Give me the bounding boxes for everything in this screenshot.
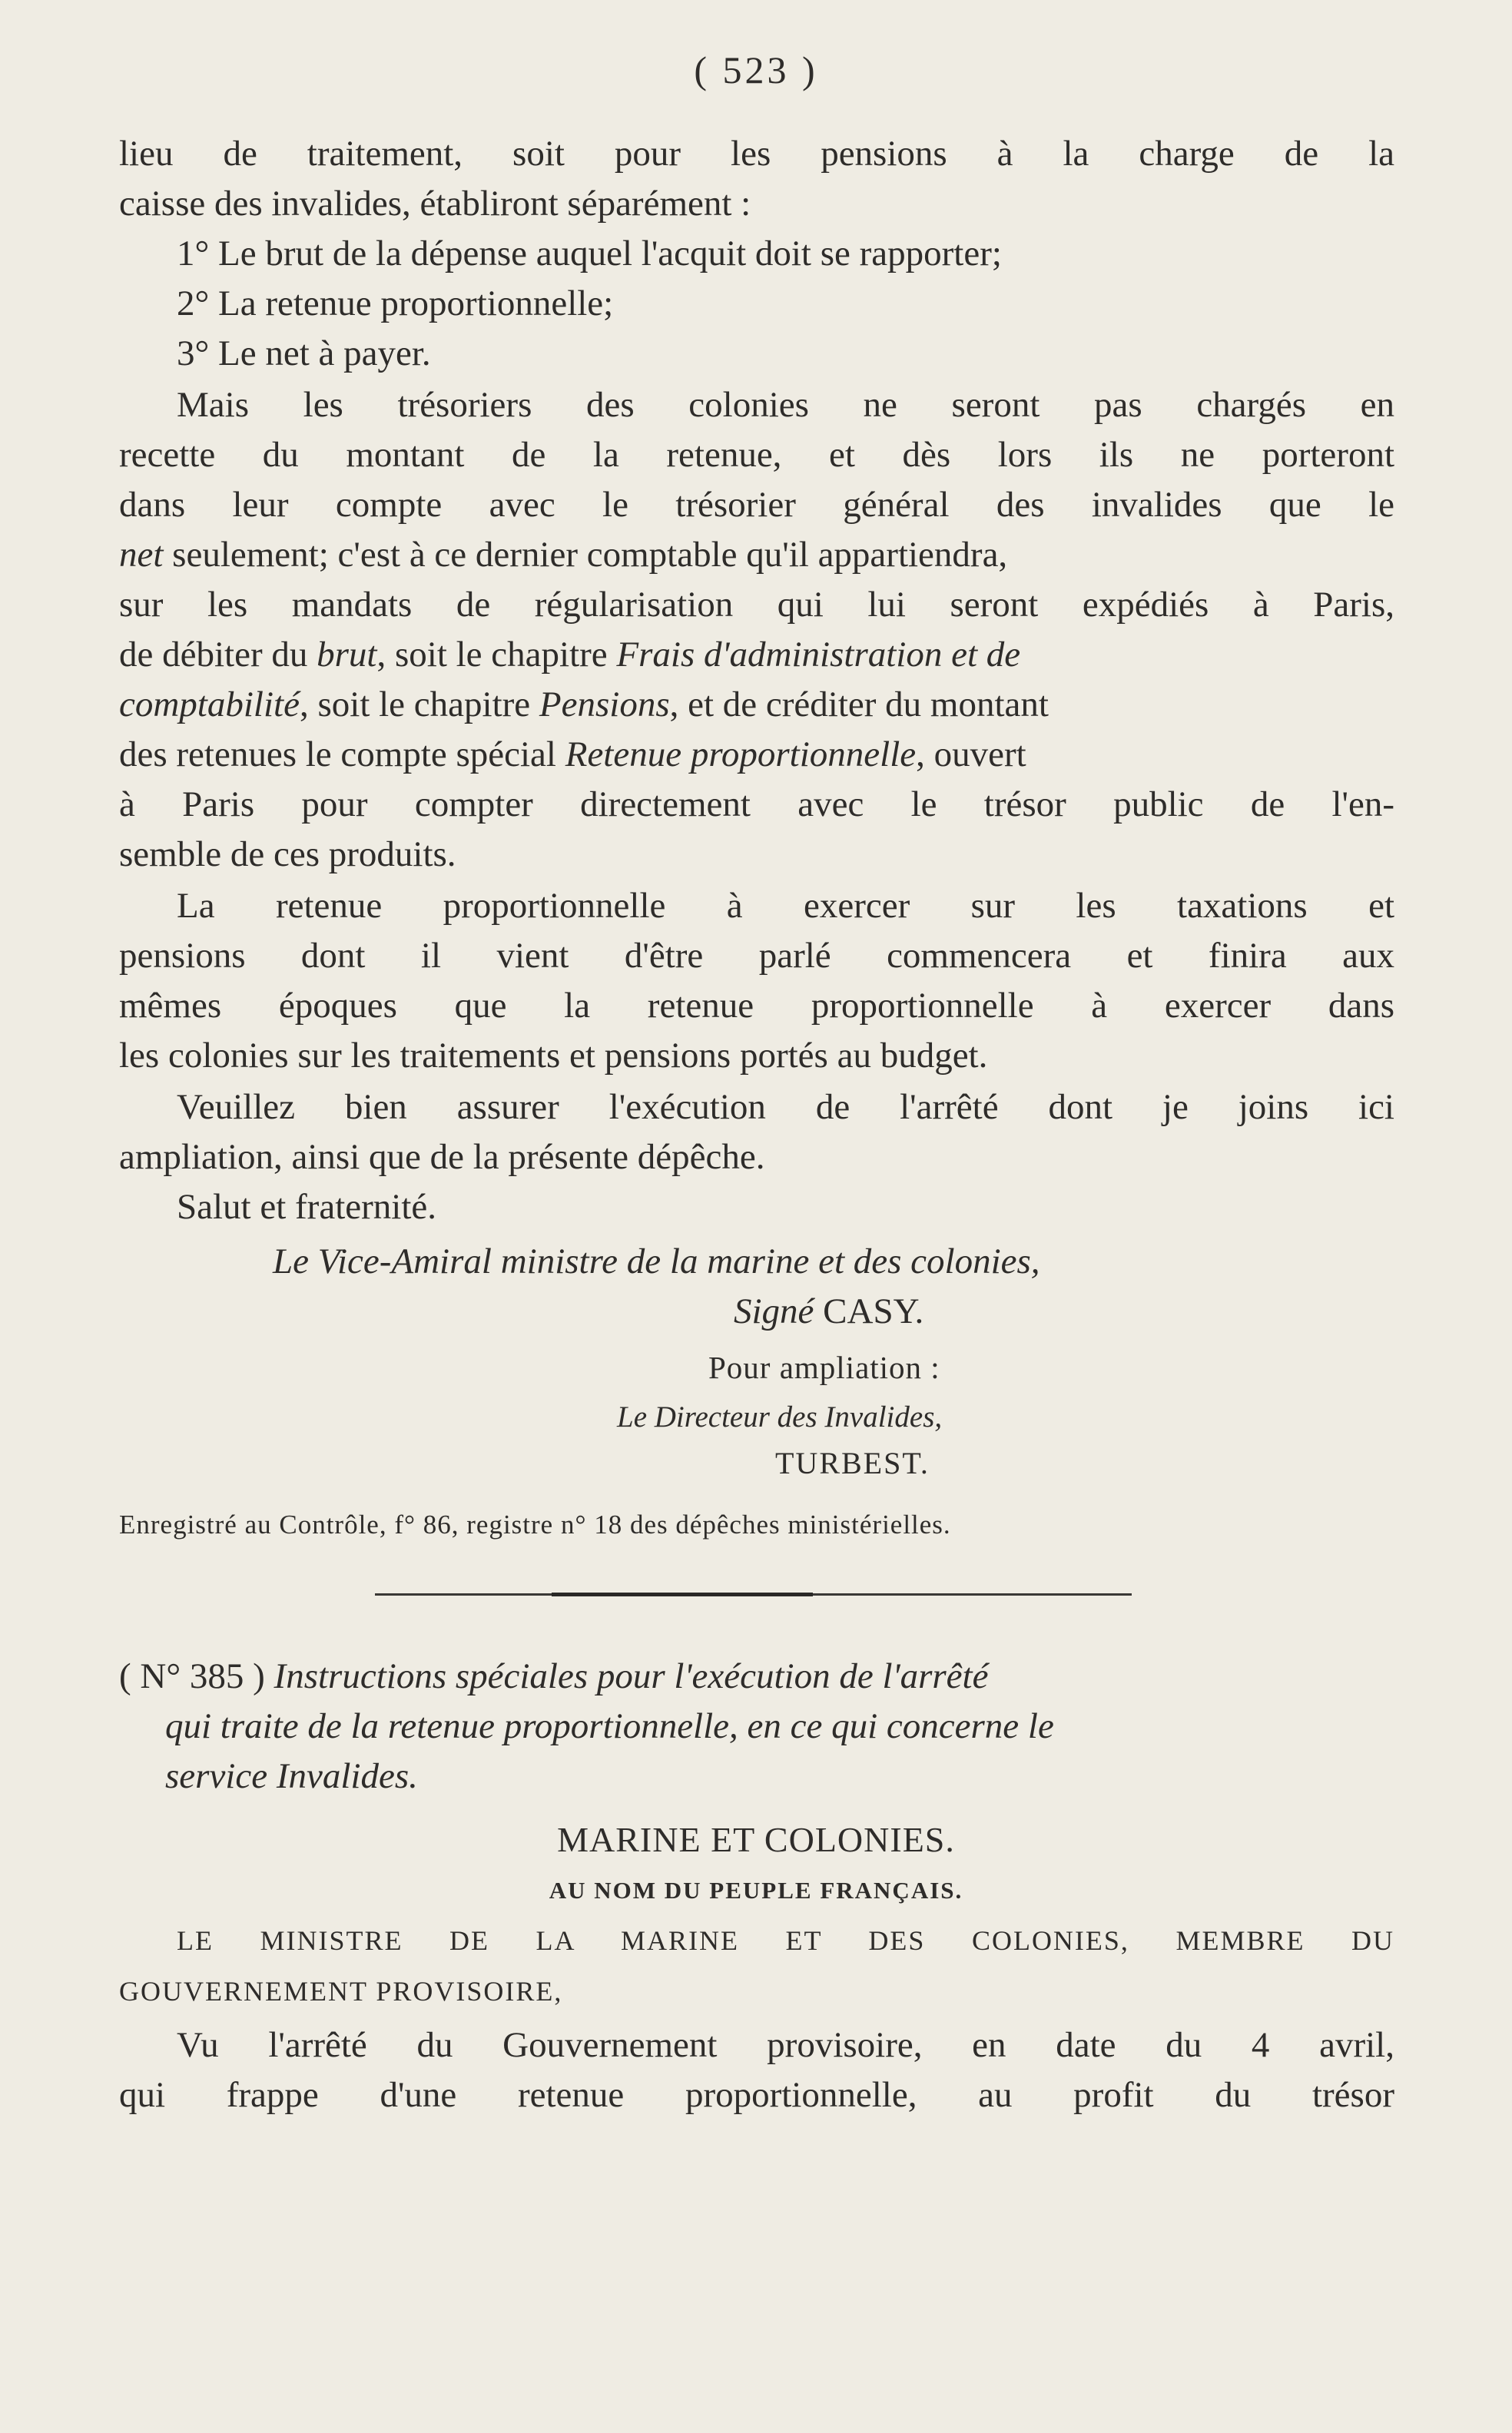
text-line: les colonies sur les traitements et pensions portés au budget. bbox=[119, 1036, 988, 1076]
text-line: lieu de traitement, soit pour les pensions à la charge de la bbox=[119, 134, 1394, 174]
ministre-line: GOUVERNEMENT PROVISOIRE, bbox=[119, 1976, 563, 2007]
text-span: seulement; c'est à ce dernier comptable qu'il appartiendra, bbox=[163, 535, 1008, 575]
text-span: des retenues le compte spécial bbox=[119, 734, 565, 774]
signatory-name: CASY. bbox=[823, 1291, 924, 1331]
section-title bbox=[119, 1652, 988, 1702]
text-line bbox=[119, 680, 1394, 730]
text-line: à Paris pour compter directement avec le trésor public de l'en- bbox=[119, 784, 1394, 824]
text-line: dans leur compte avec le trésorier général des invalides que le bbox=[119, 485, 1394, 525]
section-number: ( N° 385 ) bbox=[119, 1656, 265, 1696]
text-line: semble de ces produits. bbox=[119, 834, 456, 874]
registration-note: Enregistré au Contrôle, f° 86, registre n° 18 des dépêches ministérielles. bbox=[119, 1510, 951, 1540]
text-line bbox=[119, 630, 1394, 680]
ministre-line: LE MINISTRE DE LA MARINE ET DES COLONIES, MEMBRE DU bbox=[177, 1925, 1394, 1956]
text-span: , ouvert bbox=[916, 734, 1026, 774]
text-line: recette du montant de la retenue, et dès lors ils ne porteront bbox=[119, 435, 1394, 475]
text-line: sur les mandats de régularisation qui lui seront expédiés à Paris, bbox=[119, 585, 1394, 625]
text-line: La retenue proportionnelle à exercer sur les taxations et bbox=[177, 886, 1394, 926]
section-divider bbox=[375, 1593, 1132, 1596]
section-title-line: qui traite de la retenue proportionnelle, en ce qui concerne le bbox=[165, 1706, 1054, 1746]
emphasis: Pensions bbox=[539, 684, 670, 724]
text-line: Veuillez bien assurer l'exécution de l'arrêté dont je joins ici bbox=[177, 1087, 1394, 1127]
text-line: pensions dont il vient d'être parlé commencera et finira aux bbox=[119, 936, 1394, 976]
text-line: Mais les trésoriers des colonies ne seront pas chargés en bbox=[177, 385, 1394, 425]
ampliation-label: Pour ampliation : bbox=[708, 1350, 940, 1385]
directeur-title: Le Directeur des Invalides, bbox=[617, 1400, 943, 1434]
salutation: Salut et fraternité. bbox=[177, 1187, 436, 1227]
signature-title: Le Vice-Amiral ministre de la marine et des colonies, bbox=[273, 1241, 1040, 1281]
emphasis: Frais d'administration et de bbox=[616, 635, 1021, 675]
signature bbox=[734, 1287, 923, 1337]
emphasis: Retenue proportionnelle bbox=[565, 734, 917, 774]
list-item: 1° Le brut de la dépense auquel l'acquit doit se rapporter; bbox=[177, 234, 1002, 273]
signe-label: Signé bbox=[734, 1291, 814, 1331]
text-span: , soit le chapitre bbox=[376, 635, 617, 675]
section-title-text: Instructions spéciales pour l'exécution de l'arrêté bbox=[274, 1656, 989, 1696]
text-span: , soit le chapitre bbox=[299, 684, 539, 724]
text-span: , et de créditer du montant bbox=[669, 684, 1049, 724]
emphasis: comptabilité bbox=[119, 684, 300, 724]
text-line: caisse des invalides, établiront séparément : bbox=[119, 184, 751, 224]
list-item: 3° Le net à payer. bbox=[177, 333, 431, 373]
text-line bbox=[119, 530, 1394, 580]
text-line: ampliation, ainsi que de la présente dépêche. bbox=[119, 1137, 765, 1177]
emphasis: brut bbox=[317, 635, 377, 675]
heading: MARINE ET COLONIES. bbox=[557, 1820, 955, 1859]
directeur-name: TURBEST. bbox=[775, 1446, 930, 1480]
section-title-line: service Invalides. bbox=[165, 1756, 418, 1796]
subheading: AU NOM DU PEUPLE FRANÇAIS. bbox=[549, 1877, 963, 1904]
emphasis: net bbox=[119, 535, 164, 575]
text-line: qui frappe d'une retenue proportionnelle, au profit du trésor bbox=[119, 2075, 1394, 2115]
text-line: Vu l'arrêté du Gouvernement provisoire, en date du 4 avril, bbox=[177, 2025, 1394, 2065]
text-span: de débiter du bbox=[119, 635, 317, 675]
text-line: mêmes époques que la retenue proportionnelle à exercer dans bbox=[119, 986, 1394, 1026]
text-line bbox=[119, 730, 1394, 780]
page-number: ( 523 ) bbox=[694, 48, 818, 91]
list-item: 2° La retenue proportionnelle; bbox=[177, 283, 614, 323]
